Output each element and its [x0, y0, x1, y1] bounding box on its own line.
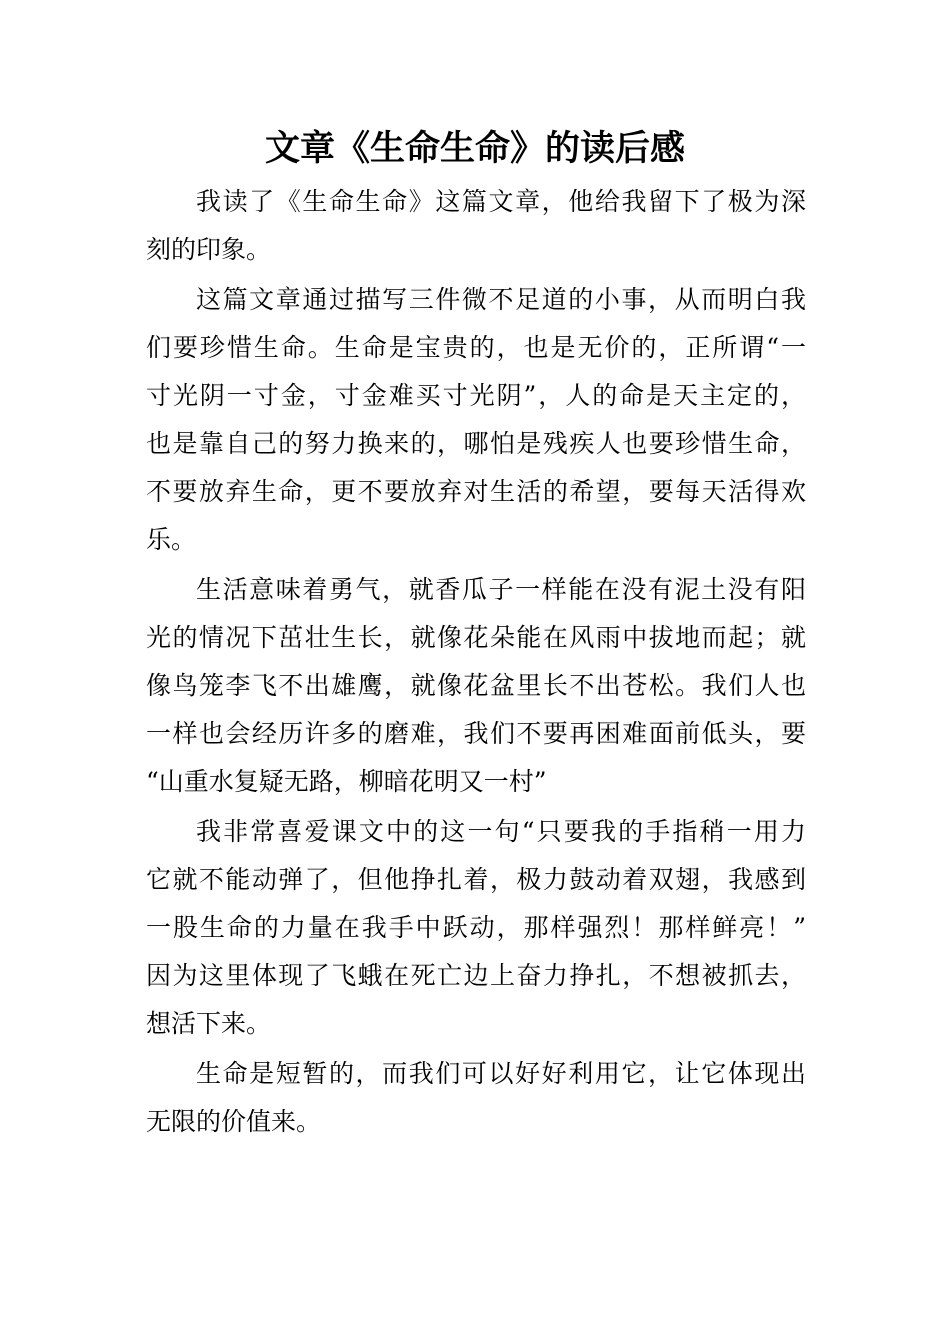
text-line: 生活意味着勇气，就香瓜子一样能在没有泥土没有阳	[196, 575, 806, 604]
text-line: 无限的价值来。	[146, 1107, 322, 1136]
text-line: 寸光阴一寸金，寸金难买寸光阴”，人的命是天主定的，	[146, 381, 806, 410]
text-line: 生命是短暂的，而我们可以好好利用它，让它体现出	[196, 1059, 806, 1088]
text-line: 我读了《生命生命》这篇文章，他给我留下了极为深	[196, 187, 806, 216]
text-line: 想活下来。	[146, 1009, 272, 1038]
text-line: 也是靠自己的努力换来的，哪怕是残疾人也要珍惜生命，	[146, 429, 806, 458]
text-line: “山重水复疑无路，柳暗花明又一村”	[146, 767, 547, 796]
paragraph-5	[146, 1050, 806, 1146]
text-line: 这篇文章通过描写三件微不足道的小事，从而明白我	[196, 285, 806, 314]
text-line: 不要放弃生命，更不要放弃对生活的希望，要每天活得欢	[146, 477, 806, 506]
text-line: 我非常喜爱课文中的这一句“只要我的手指稍一用力	[196, 817, 806, 846]
text-line: 因为这里体现了飞蛾在死亡边上奋力挣扎，不想被抓去，	[146, 961, 806, 990]
text-line: 它就不能动弹了，但他挣扎着，极力鼓动着双翅，我感到	[146, 865, 806, 894]
text-line: 像鸟笼李飞不出雄鹰，就像花盆里长不出苍松。我们人也	[146, 671, 806, 700]
text-line: 光的情况下茁壮生长，就像花朵能在风雨中拔地而起；就	[146, 623, 806, 652]
paragraph-2	[146, 276, 806, 564]
paragraph-3	[146, 566, 806, 806]
text-line: 一样也会经历许多的磨难，我们不要再困难面前低头，要	[146, 719, 806, 748]
document-title: 文章《生命生命》的读后感	[264, 129, 685, 169]
text-line: 们要珍惜生命。生命是宝贵的，也是无价的，正所谓“一	[146, 333, 806, 362]
text-line: 乐。	[146, 525, 197, 554]
text-line: 一股生命的力量在我手中跃动，那样强烈！那样鲜亮！”	[146, 913, 806, 942]
document-body	[146, 178, 806, 1148]
paragraph-4	[146, 808, 806, 1048]
paragraph-1	[146, 178, 806, 274]
text-line: 刻的印象。	[146, 235, 272, 264]
